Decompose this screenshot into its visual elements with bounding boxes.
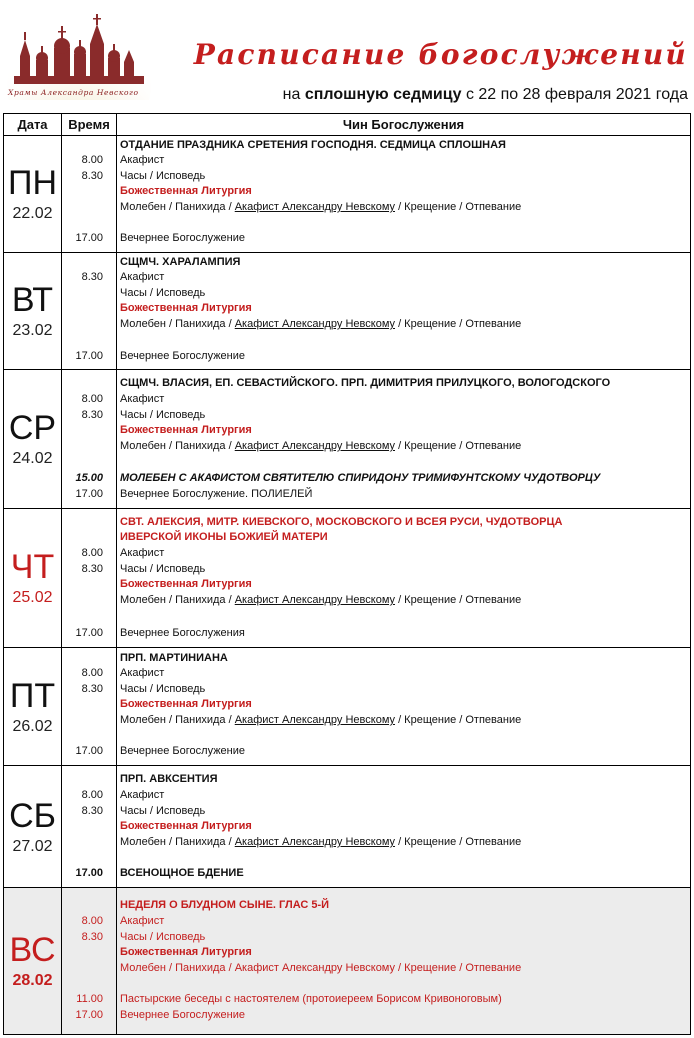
day-date: 27.02 xyxy=(12,837,53,855)
page-title: Расписание богослужений xyxy=(193,38,688,71)
day-of-week: ПТ xyxy=(9,676,56,715)
date-cell xyxy=(4,136,62,252)
special-service: Пастырские беседы с настоятелем (протоиереем Борисом Кривоноговым) xyxy=(120,993,502,1005)
church-logo xyxy=(6,4,152,100)
service-line: Акафист xyxy=(120,547,165,559)
day-of-week: ВТ xyxy=(11,281,54,319)
service-line: Часы / Исповедь xyxy=(120,563,206,575)
time-value: 8.00 xyxy=(81,547,103,559)
molebens-line: Молебен / Панихида / Акафист Александру Невскому / Крещение / Отпевание xyxy=(120,440,522,452)
time-value: 17.00 xyxy=(75,867,103,879)
day-of-week: ЧТ xyxy=(10,548,55,586)
feast-title: НЕДЕЛЯ О БЛУДНОМ СЫНЕ. ГЛАС 5-Й xyxy=(120,899,330,911)
time-value: 8.00 xyxy=(81,154,103,166)
day-date: 23.02 xyxy=(12,322,53,339)
day-date: 25.02 xyxy=(12,589,53,606)
service-cell xyxy=(117,509,690,647)
day-row-tue xyxy=(4,253,690,370)
service-cell xyxy=(117,253,690,369)
date-cell xyxy=(4,766,62,887)
time-value: 15.00 xyxy=(75,472,103,484)
day-row-thu xyxy=(4,509,690,648)
time-value: 17.00 xyxy=(75,1009,103,1021)
service-line: Часы / Исповедь xyxy=(120,170,206,182)
day-row-fri xyxy=(4,648,690,766)
day-date: 28.02 xyxy=(12,972,53,989)
service-line: Часы / Исповедь xyxy=(120,287,206,299)
liturgy-line: Божественная Литургия xyxy=(120,578,252,590)
time-value: 8.30 xyxy=(81,271,103,283)
evening-service: Вечернее Богослужение xyxy=(120,1009,246,1021)
evening-service: Вечернее Богослужения xyxy=(120,627,245,639)
service-cell xyxy=(117,370,690,508)
feast-title: ПРП. АВКСЕНТИЯ xyxy=(120,773,218,785)
day-date: 24.02 xyxy=(12,450,53,467)
schedule-table xyxy=(3,113,691,1035)
time-cell xyxy=(62,509,117,647)
evening-service: Вечернее Богослужение xyxy=(120,745,246,757)
service-line: Акафист xyxy=(120,915,165,927)
time-value: 17.00 xyxy=(75,488,103,500)
service-line: Часы / Исповедь xyxy=(120,805,206,817)
time-value: 17.00 xyxy=(75,232,103,244)
molebens-line: Молебен / Панихида / Акафист Александру Невскому / Крещение / Отпевание xyxy=(120,836,522,848)
molebens-line: Молебен / Панихида / Акафист Александру Невскому / Крещение / Отпевание xyxy=(120,962,522,974)
time-value: 8.00 xyxy=(81,789,103,801)
service-cell xyxy=(117,136,690,252)
time-value: 8.00 xyxy=(81,915,103,927)
table-header xyxy=(4,114,690,136)
molebens-line: Молебен / Панихида / Акафист Александру Невскому / Крещение / Отпевание xyxy=(120,714,522,726)
time-value: 8.30 xyxy=(81,170,103,182)
time-value: 17.00 xyxy=(75,350,103,362)
time-cell xyxy=(62,370,117,508)
special-service: МОЛЕБЕН С АКАФИСТОМ СВЯТИТЕЛЮ СПИРИДОНУ ТРИМИФУНТСКОМУ ЧУДОТВОРЦУ xyxy=(120,472,601,484)
molebens-line: Молебен / Панихида / Акафист Александру Невскому / Крещение / Отпевание xyxy=(120,318,522,330)
day-of-week: СР xyxy=(8,409,57,447)
day-date: 26.02 xyxy=(12,717,53,735)
col-desc-header: Чин Богослужения xyxy=(342,117,465,132)
day-row-sun xyxy=(4,888,690,1034)
feast-title-second: ИВЕРСКОЙ ИКОНЫ БОЖИЕЙ МАТЕРИ xyxy=(120,531,328,543)
service-cell xyxy=(117,648,690,765)
service-line: Акафист xyxy=(120,154,165,166)
evening-service: Вечернее Богослужение. ПОЛИЕЛЕЙ xyxy=(120,488,313,500)
time-cell xyxy=(62,648,117,765)
liturgy-line: Божественная Литургия xyxy=(120,820,252,832)
time-value: 17.00 xyxy=(75,745,103,757)
feast-title: ПРП. МАРТИНИАНА xyxy=(120,652,228,664)
time-cell xyxy=(62,888,117,1034)
molebens-line: Молебен / Панихида / Акафист Александру Невскому / Крещение / Отпевание xyxy=(120,594,522,606)
time-cell xyxy=(62,253,117,369)
liturgy-line: Божественная Литургия xyxy=(120,302,252,314)
date-cell xyxy=(4,370,62,508)
day-date: 22.02 xyxy=(12,205,53,222)
service-cell xyxy=(117,766,690,887)
day-of-week: ПН xyxy=(8,164,57,202)
col-time-header: Время xyxy=(62,114,117,135)
service-line: Часы / Исповедь xyxy=(120,683,206,695)
time-value: 17.00 xyxy=(75,627,103,639)
time-value: 8.30 xyxy=(81,683,103,695)
service-cell xyxy=(117,888,690,1034)
molebens-line: Молебен / Панихида / Акафист Александру Невскому / Крещение / Отпевание xyxy=(120,201,522,213)
liturgy-line: Божественная Литургия xyxy=(120,698,252,710)
time-value: 8.30 xyxy=(81,805,103,817)
day-row-sat xyxy=(4,766,690,888)
evening-service: Вечернее Богослужение xyxy=(120,350,246,362)
time-value: 8.30 xyxy=(81,563,103,575)
liturgy-line: Божественная Литургия xyxy=(120,946,252,958)
time-value: 8.30 xyxy=(81,409,103,421)
day-row-wed xyxy=(4,370,690,509)
date-cell xyxy=(4,648,62,765)
feast-title: СЩМЧ. ВЛАСИЯ, ЕП. СЕВАСТИЙСКОГО. ПРП. ДИМИТРИЯ ПРИЛУЦКОГО, ВОЛОГОДСКОГО xyxy=(120,377,611,389)
feast-title: ОТДАНИЕ ПРАЗДНИКА СРЕТЕНИЯ ГОСПОДНЯ. СЕДМИЦА СПЛОШНАЯ xyxy=(120,139,506,151)
time-value: 8.00 xyxy=(81,667,103,679)
day-row-mon xyxy=(4,136,690,253)
service-line: Часы / Исповедь xyxy=(120,931,206,943)
liturgy-line: Божественная Литургия xyxy=(120,185,252,197)
date-cell xyxy=(4,888,62,1034)
time-cell xyxy=(62,766,117,887)
date-cell xyxy=(4,509,62,647)
page-subtitle: на сплошную седмицу с 22 по 28 февраля 2021 года xyxy=(282,86,688,103)
day-of-week: ВС xyxy=(9,931,56,969)
service-line: Акафист xyxy=(120,667,165,679)
evening-service: Вечернее Богослужение xyxy=(120,232,246,244)
time-cell xyxy=(62,136,117,252)
evening-service: ВСЕНОЩНОЕ БДЕНИЕ xyxy=(120,867,244,879)
service-line: Акафист xyxy=(120,271,165,283)
col-date-header: Дата xyxy=(4,114,62,135)
service-line: Акафист xyxy=(120,393,165,405)
day-of-week: СБ xyxy=(9,796,56,835)
time-value: 8.00 xyxy=(81,393,103,405)
logo-caption: Храмы Александра Невского xyxy=(8,88,139,97)
service-line: Акафист xyxy=(120,789,165,801)
time-value: 11.00 xyxy=(76,993,103,1005)
service-line: Часы / Исповедь xyxy=(120,409,206,421)
feast-title: СВТ. АЛЕКСИЯ, МИТР. КИЕВСКОГО, МОСКОВСКОГО И ВСЕЯ РУСИ, ЧУДОТВОРЦА xyxy=(120,516,563,528)
time-value: 8.30 xyxy=(81,931,103,943)
liturgy-line: Божественная Литургия xyxy=(120,424,252,436)
date-cell xyxy=(4,253,62,369)
feast-title: СЩМЧ. ХАРАЛАМПИЯ xyxy=(120,256,241,268)
